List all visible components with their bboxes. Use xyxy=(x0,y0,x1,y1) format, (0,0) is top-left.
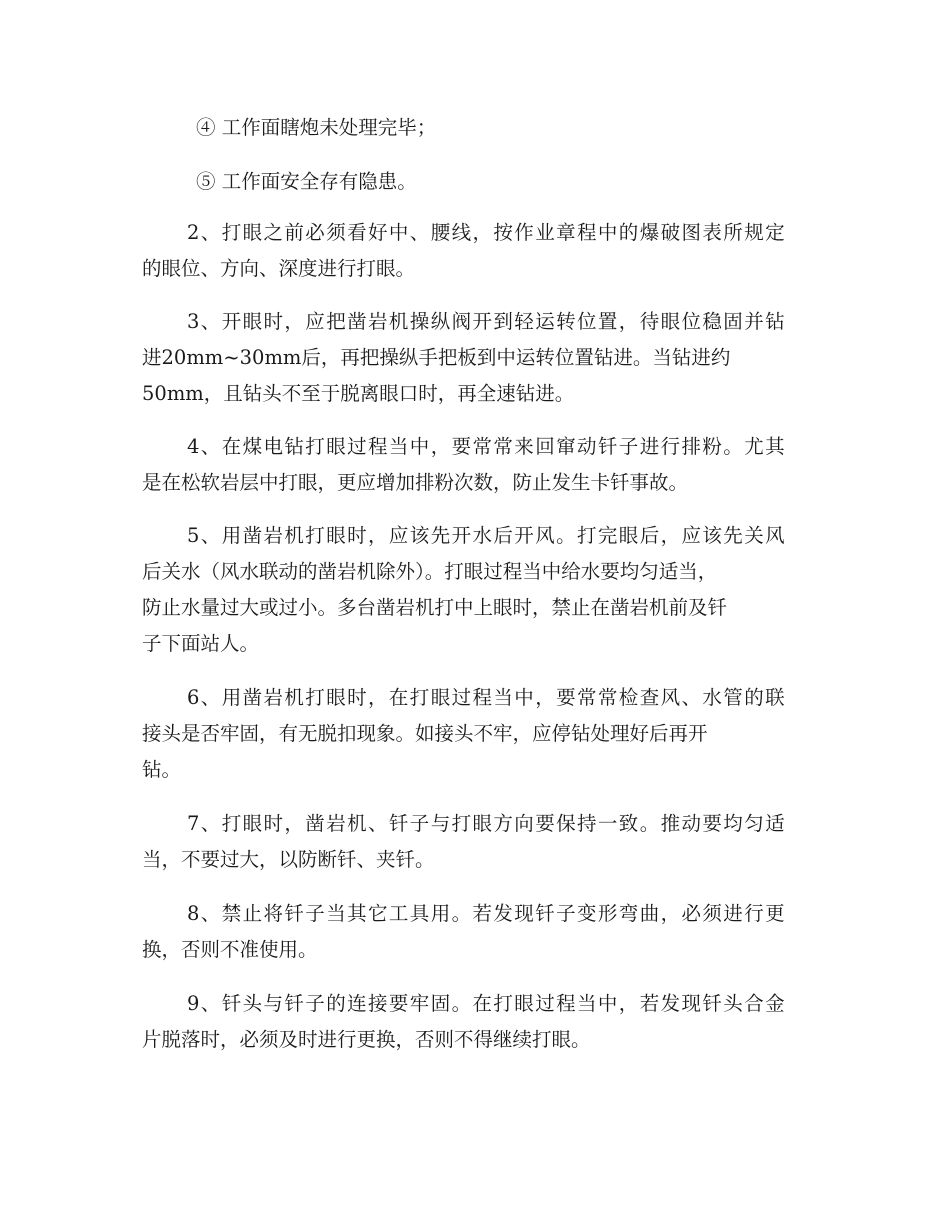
paragraph-8-line-1: 8、禁止将钎子当其它工具用。若发现钎子变形弯曲，必须进行更 xyxy=(187,902,787,925)
paragraph-9-line-1: 9、钎头与钎子的连接要牢固。在打眼过程当中，若发现钎头合金 xyxy=(187,992,787,1015)
paragraph-7-line-1: 7、打眼时，凿岩机、钎子与打眼方向要保持一致。推动要均匀适 xyxy=(187,812,787,835)
paragraph-5-line-1: 5、用凿岩机打眼时，应该先开水后开风。打完眼后，应该先关风 xyxy=(187,524,787,547)
paragraph-3-line-3: 50mm，且钻头不至于脱离眼口时，再全速钻进。 xyxy=(142,382,575,405)
paragraph-2-line-1: 2、打眼之前必须看好中、腰线，按作业章程中的爆破图表所规定 xyxy=(187,221,787,244)
paragraph-6-line-3: 钻。 xyxy=(142,758,182,781)
paragraph-9-line-2: 片脱落时，必须及时进行更换，否则不得继续打眼。 xyxy=(142,1028,591,1051)
paragraph-6-line-1: 6、用凿岩机打眼时，在打眼过程当中，要常常检查风、水管的联 xyxy=(187,686,787,709)
paragraph-6-line-2: 接头是否牢固，有无脱扣现象。如接头不牢，应停钻处理好后再开 xyxy=(142,722,708,745)
paragraph-7-line-2: 当，不要过大，以防断钎、夹钎。 xyxy=(142,848,435,871)
paragraph-5-line-4: 子下面站人。 xyxy=(142,632,260,655)
paragraph-2-line-2: 的眼位、方向、深度进行打眼。 xyxy=(142,257,416,280)
paragraph-5-line-2: 后关水（风水联动的凿岩机除外）。打眼过程当中给水要均匀适当， xyxy=(142,560,718,583)
paragraph-5-line-3: 防止水量过大或过小。多台凿岩机打中上眼时，禁止在凿岩机前及钎 xyxy=(142,596,728,619)
paragraph-3-line-1: 3、开眼时，应把凿岩机操纵阀开到轻运转位置，待眼位稳固并钻 xyxy=(187,310,787,333)
paragraph-4-line-2: 是在松软岩层中打眼，更应增加排粉次数，防止发生卡钎事故。 xyxy=(142,471,689,494)
list-item-4: ④ 工作面瞎炮未处理完毕； xyxy=(196,116,437,139)
paragraph-8-line-2: 换，否则不准使用。 xyxy=(142,938,318,961)
paragraph-4-line-1: 4、在煤电钻打眼过程当中，要常常来回窜动钎子进行排粉。尤其 xyxy=(187,435,787,458)
list-item-5: ⑤ 工作面安全存有隐患。 xyxy=(196,170,417,193)
paragraph-3-line-2: 进20mm~30mm后，再把操纵手把板到中运转位置钻进。当钻进约 xyxy=(142,346,731,369)
